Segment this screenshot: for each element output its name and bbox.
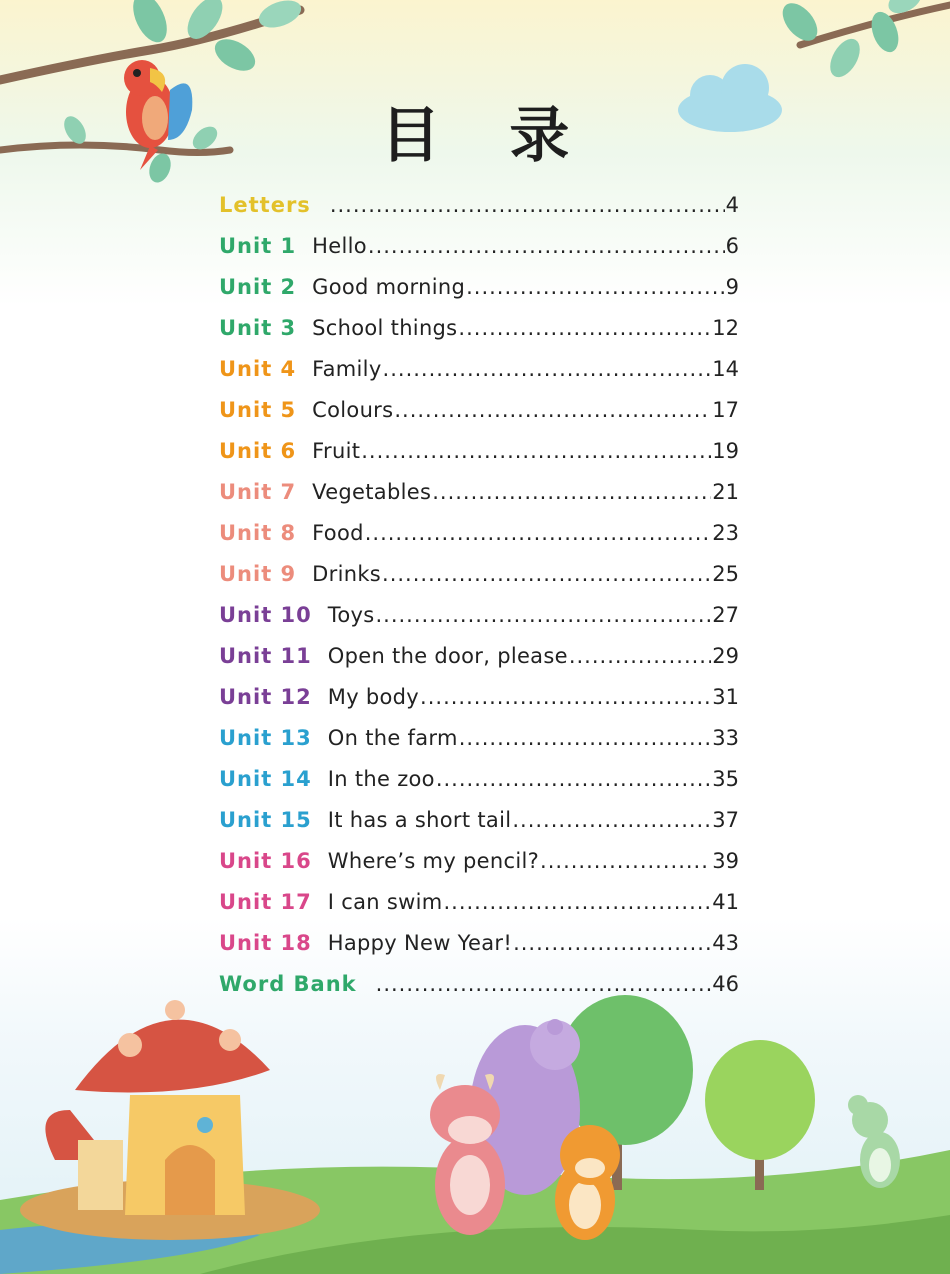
toc-leader-dots [540, 849, 711, 873]
toc-entry[interactable] [219, 676, 739, 717]
toc-entry-title: Vegetables [312, 479, 432, 504]
toc-entry[interactable] [219, 594, 739, 635]
branch-icon [776, 0, 950, 82]
toc-leader-dots [394, 398, 711, 422]
toc-entry-page: 39 [712, 848, 739, 873]
toc-entry-title: Family [312, 356, 382, 381]
toc-entry-title: Fruit [312, 438, 361, 463]
toc-entry-page: 31 [712, 684, 739, 709]
toc-entry-page: 9 [725, 274, 739, 299]
toc-entry-title: It has a short tail [327, 807, 512, 832]
toc-entry-label: Unit 12 [219, 684, 312, 709]
toc-entry[interactable] [219, 963, 739, 1004]
mushroom-house-icon [20, 1000, 320, 1240]
toc-entry-label: Unit 2 [219, 274, 297, 299]
toc-entry-label: Unit 18 [219, 930, 312, 955]
toc-entry-title: On the farm [327, 725, 458, 750]
toc-entry[interactable] [219, 184, 739, 225]
toc-leader-dots [512, 808, 711, 832]
toc-entry-label: Unit 13 [219, 725, 312, 750]
toc-entry-label: Letters [219, 192, 311, 217]
toc-entry-page: 23 [712, 520, 739, 545]
toc-entry-title: Hello [312, 233, 367, 258]
toc-leader-dots [458, 316, 711, 340]
toc-entry-label: Unit 5 [219, 397, 297, 422]
toc-entry-page: 27 [712, 602, 739, 627]
toc-entry[interactable] [219, 512, 739, 553]
toc-entry[interactable] [219, 635, 739, 676]
toc-entry[interactable] [219, 471, 739, 512]
toc-leader-dots [569, 644, 711, 668]
toc-entry-label: Unit 11 [219, 643, 312, 668]
toc-entry-label: Unit 3 [219, 315, 297, 340]
toc-entry-title: Where’s my pencil? [327, 848, 540, 873]
toc-entry-page: 19 [712, 438, 739, 463]
toc-entry-title: School things [312, 315, 458, 340]
toc-leader-dots [383, 357, 712, 381]
table-of-contents [219, 184, 739, 1004]
toc-leader-dots [382, 562, 711, 586]
toc-entry-label: Unit 17 [219, 889, 312, 914]
toc-leader-dots [368, 234, 725, 258]
toc-entry-page: 46 [712, 971, 739, 996]
toc-entry-title: Drinks [312, 561, 382, 586]
toc-leader-dots [330, 193, 725, 217]
toc-entry-title: Good morning [312, 274, 466, 299]
toc-entry-label: Word Bank [219, 971, 357, 996]
ox-icon [430, 1074, 505, 1235]
toc-entry[interactable] [219, 348, 739, 389]
toc-entry-page: 29 [712, 643, 739, 668]
toc-entry-page: 4 [725, 192, 739, 217]
toc-entry-label: Unit 6 [219, 438, 297, 463]
toc-entry-title: Colours [312, 397, 394, 422]
toc-leader-dots [459, 726, 712, 750]
toc-leader-dots [375, 603, 711, 627]
toc-entry[interactable] [219, 266, 739, 307]
toc-entry[interactable] [219, 758, 739, 799]
toc-entry-page: 17 [712, 397, 739, 422]
toc-entry-title: Toys [327, 602, 375, 627]
toc-entry-page: 37 [712, 807, 739, 832]
toc-entry-title: My body [327, 684, 420, 709]
toc-leader-dots [443, 890, 711, 914]
toc-leader-dots [376, 972, 712, 996]
toc-entry-page: 41 [712, 889, 739, 914]
toc-entry-label: Unit 9 [219, 561, 297, 586]
toc-entry[interactable] [219, 553, 739, 594]
toc-entry[interactable] [219, 717, 739, 758]
toc-entry-label: Unit 4 [219, 356, 297, 381]
toc-entry-page: 43 [712, 930, 739, 955]
toc-entry-page: 35 [712, 766, 739, 791]
toc-leader-dots [436, 767, 711, 791]
toc-entry[interactable] [219, 922, 739, 963]
toc-leader-dots [361, 439, 711, 463]
toc-entry-title: Open the door, please [327, 643, 568, 668]
toc-entry[interactable] [219, 389, 739, 430]
toc-entry-label: Unit 7 [219, 479, 297, 504]
toc-entry[interactable] [219, 799, 739, 840]
toc-entry-title: Happy New Year! [327, 930, 513, 955]
toc-leader-dots [513, 931, 711, 955]
toc-entry-page: 25 [712, 561, 739, 586]
toc-entry-label: Unit 10 [219, 602, 312, 627]
toc-entry-page: 21 [712, 479, 739, 504]
toc-entry-title: In the zoo [327, 766, 435, 791]
toc-leader-dots [466, 275, 725, 299]
toc-leader-dots [420, 685, 711, 709]
toc-entry-label: Unit 14 [219, 766, 312, 791]
toc-entry[interactable] [219, 881, 739, 922]
toc-entry-page: 14 [712, 356, 739, 381]
toc-entry-title: Food [312, 520, 364, 545]
toc-entry[interactable] [219, 225, 739, 266]
toc-entry-label: Unit 16 [219, 848, 312, 873]
toc-leader-dots [365, 521, 712, 545]
toc-leader-dots [432, 480, 711, 504]
toc-entry[interactable] [219, 430, 739, 471]
toc-entry-page: 12 [712, 315, 739, 340]
toc-entry-page: 6 [725, 233, 739, 258]
toc-entry[interactable] [219, 307, 739, 348]
toc-entry-label: Unit 8 [219, 520, 297, 545]
toc-entry-label: Unit 15 [219, 807, 312, 832]
toc-entry-label: Unit 1 [219, 233, 297, 258]
toc-entry[interactable] [219, 840, 739, 881]
toc-entry-title: I can swim [327, 889, 443, 914]
toc-entry-page: 33 [712, 725, 739, 750]
page-title: 目 录 [380, 101, 594, 171]
